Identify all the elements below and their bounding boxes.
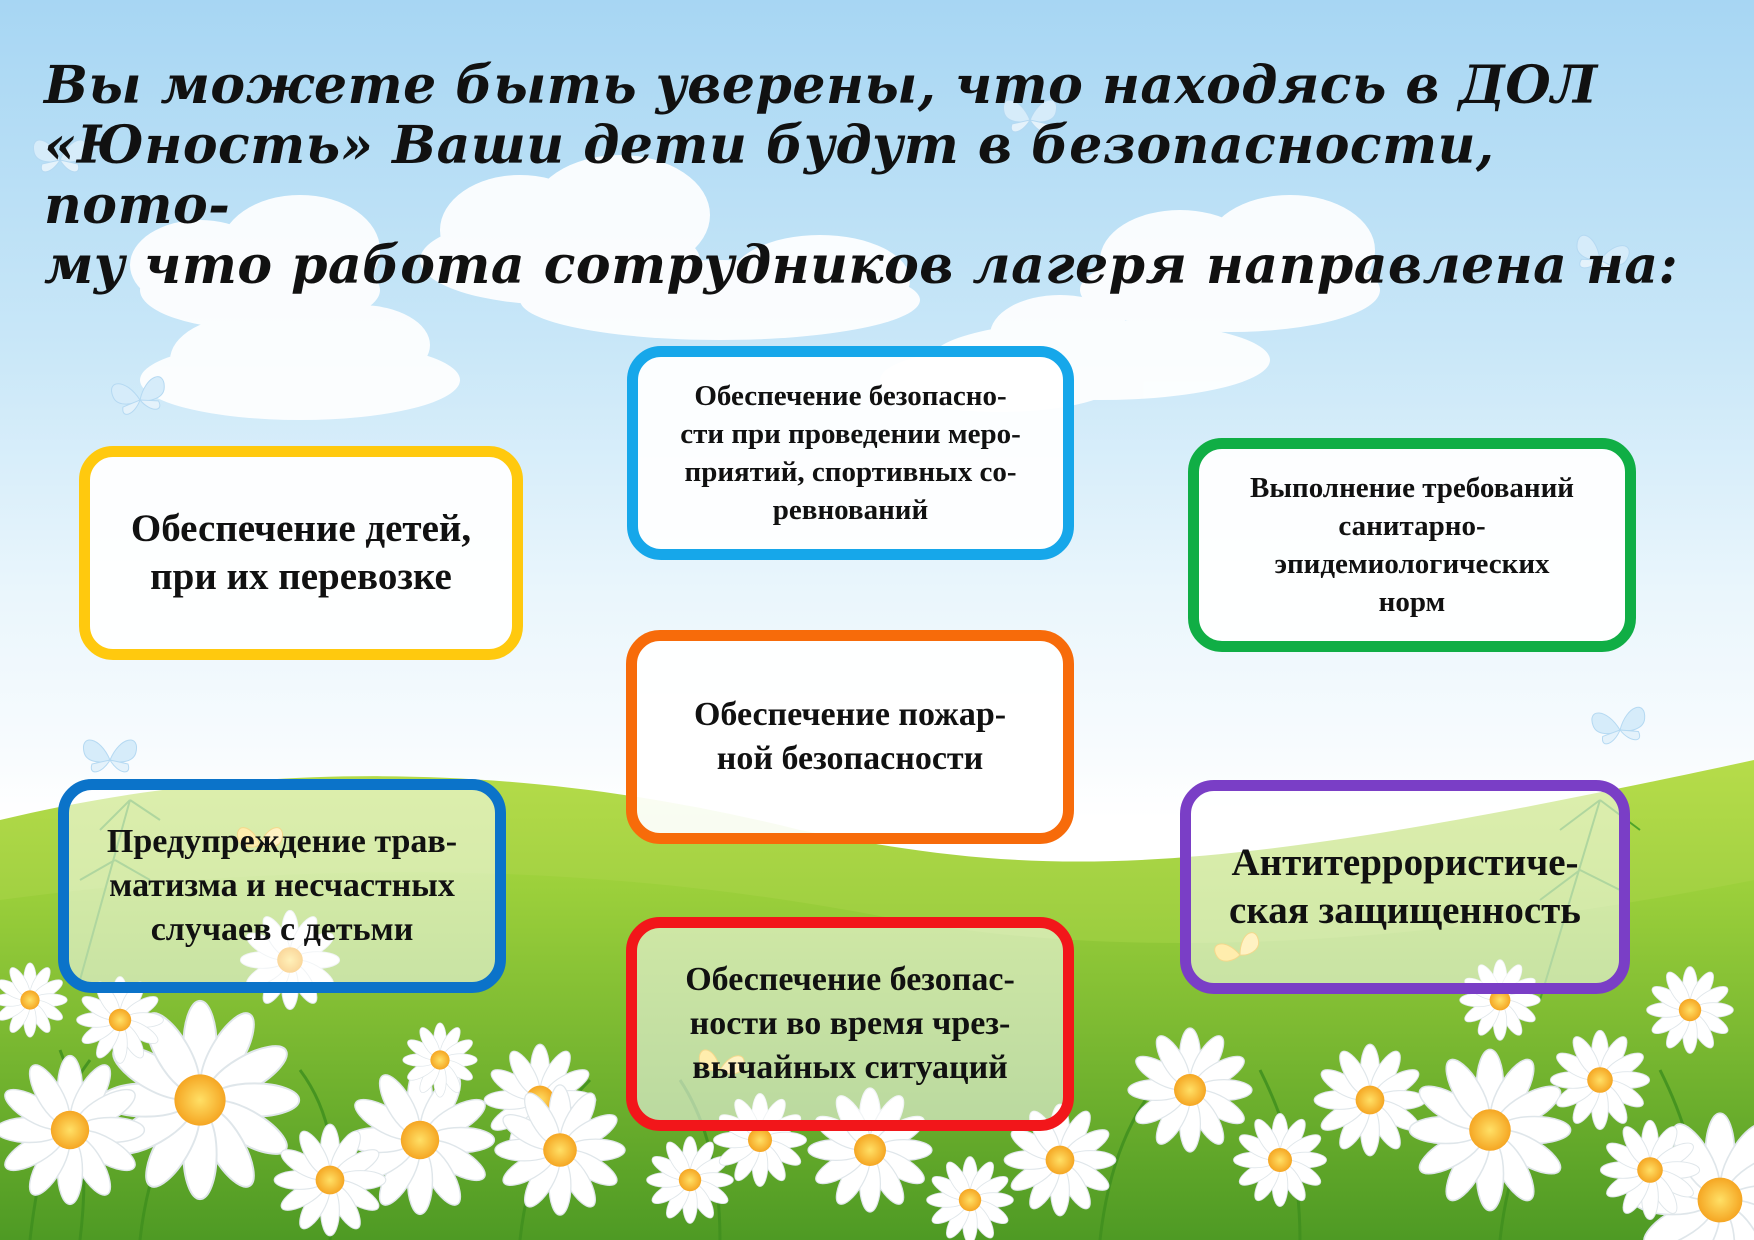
card-fire-text: Обеспечение пожар- ной безопасности [693, 696, 1007, 777]
card-emergency-safety [626, 917, 1074, 1131]
card-injury-prevention [58, 779, 506, 993]
card-transport-text: Обеспечение детей, при их перевозке [130, 507, 472, 598]
card-injury-text: Предупреждение трав- матизма и несчастных случаев с детьми [106, 823, 458, 948]
card-emergency-text: Обеспечение безопас- ности во время чрез- вычайных ситуаций [685, 961, 1015, 1086]
card-terror-text: Антитеррористиче- ская защищенность [1229, 841, 1581, 932]
card-fire-safety [626, 630, 1074, 844]
card-sanitary-norms [1188, 438, 1636, 652]
page-heading: Вы можете быть уверены, что находясь в ДОЛ «Юность» Ваши дети будут в безопасности, пото- му что работа сотрудников лагеря направлена на: [44, 55, 1679, 296]
card-events-text: Обеспечение безопасно- сти при проведении меро- приятий, спортивных со- ревнований [680, 380, 1021, 526]
card-sanitary-text: Выполнение требований санитарно- эпидемиологических норм [1250, 472, 1574, 618]
card-transport-safety [79, 446, 523, 660]
card-events-safety [627, 346, 1074, 560]
card-antiterror [1180, 780, 1630, 994]
